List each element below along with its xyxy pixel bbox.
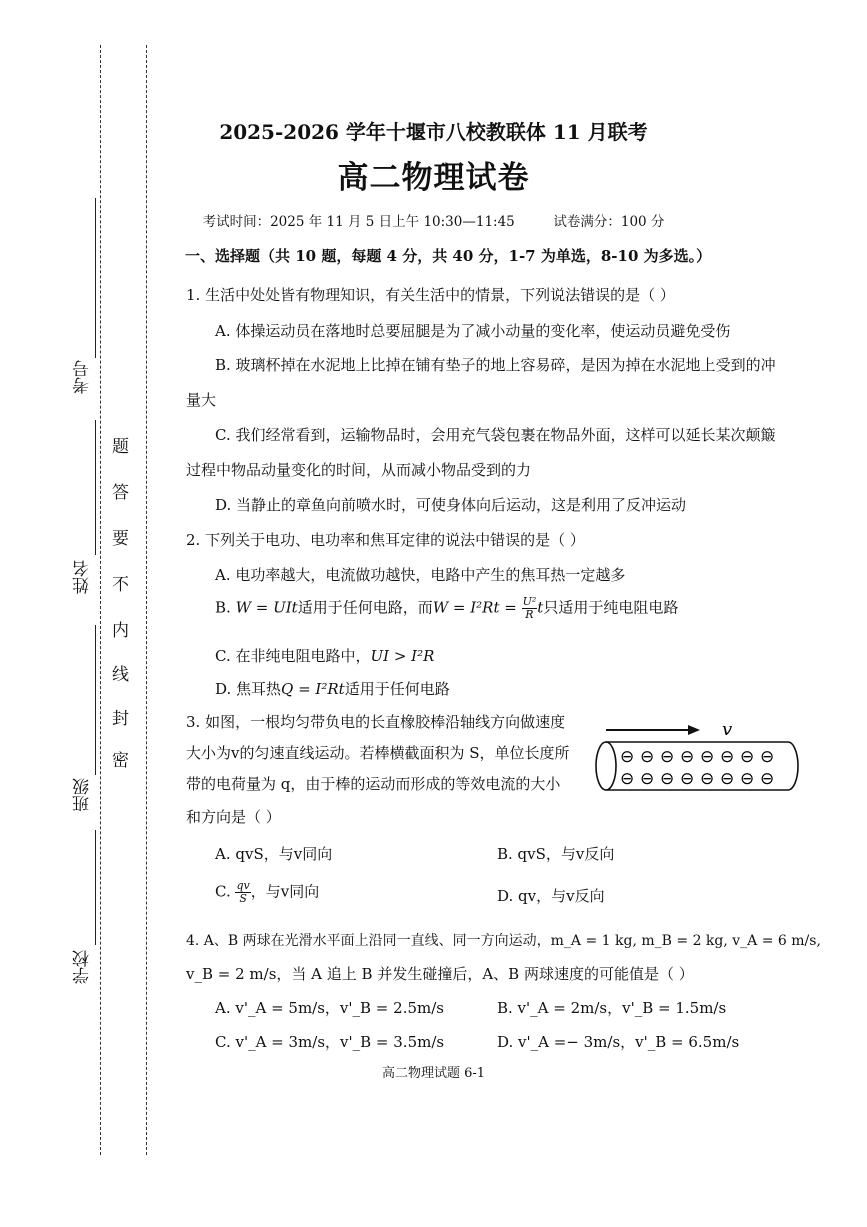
name-blank bbox=[95, 420, 96, 555]
seal-char: 密 bbox=[112, 751, 129, 771]
q4-option-d: D. v'_A =− 3m/s，v'_B = 6.5m/s bbox=[497, 1033, 740, 1051]
negative-charge-icon: ⊖ bbox=[620, 747, 635, 767]
q1-option-b: B. 玻璃杯掉在水泥地上比掉在铺有垫子的地上容易碎，是因为掉在水泥地上受到的冲 bbox=[215, 356, 776, 374]
negative-charge-icon: ⊖ bbox=[660, 747, 675, 767]
q2-option-d: D. 焦耳热Q = I²Rt适用于任何电路 bbox=[215, 680, 450, 698]
q2-option-c: C. 在非纯电阻电路中，UI > I²R bbox=[215, 647, 435, 665]
q1-option-c: C. 我们经常看到，运输物品时，会用充气袋包裹在物品外面，这样可以延长某次颠簸 bbox=[215, 426, 776, 444]
q3-option-c: C. $\frac{qv}{S}$ ，与v同向 bbox=[215, 879, 320, 905]
exam-time: 考试时间：2025 年 11 月 5 日上午 10:30—11:45 bbox=[202, 214, 515, 230]
q4-option-c: C. v'_A = 3m/s，v'_B = 3.5m/s bbox=[215, 1033, 445, 1051]
velocity-label: v bbox=[722, 719, 733, 740]
seal-char: 题 bbox=[112, 437, 129, 457]
seal-char: 不 bbox=[112, 575, 129, 595]
q4-option-b: B. v'_A = 2m/s，v'_B = 1.5m/s bbox=[497, 999, 727, 1017]
q1-option-b-cont: 量大 bbox=[186, 391, 217, 409]
exam-info bbox=[0, 210, 867, 230]
rod-end bbox=[596, 742, 616, 790]
q2-option-b: B. W = UIt适用于任何电路，而W = I²Rt = $\frac{\text{U²}}{R}$ t只适用于纯电阻电路 bbox=[215, 595, 679, 621]
q1-option-c-cont: 过程中物品动量变化的时间，从而减小物品受到的力 bbox=[186, 461, 532, 479]
formula: Q = I²Rt bbox=[281, 680, 345, 698]
negative-charge-icon: ⊖ bbox=[700, 769, 715, 789]
fraction: $\frac{\text{U²}}{R}$ bbox=[522, 595, 537, 621]
negative-charge-icon: ⊖ bbox=[760, 769, 775, 789]
q3-option-a: A. qvS，与v同向 bbox=[215, 845, 333, 863]
formula: UI > I²R bbox=[370, 647, 435, 665]
q3-stem-line1: 3. 如图，一根均匀带负电的长直橡胶棒沿轴线方向做速度 bbox=[186, 713, 566, 731]
negative-charge-icon: ⊖ bbox=[740, 769, 755, 789]
negative-charge-icon: ⊖ bbox=[700, 747, 715, 767]
negative-charge-icon: ⊖ bbox=[640, 747, 655, 767]
q4-stem-line1: 4. A、B 两球在光滑水平面上沿同一直线、同一方向运动，m_A = 1 kg, m_B = 2 kg, v_A = 6 m/s, bbox=[186, 933, 821, 949]
section-heading: 一、选择题（共 10 题，每题 4 分，共 40 分，1-7 为单选，8-10 为多选。） bbox=[185, 247, 712, 265]
seal-char: 答 bbox=[112, 483, 129, 503]
seal-char: 线 bbox=[112, 665, 129, 685]
charges-group bbox=[620, 747, 774, 789]
q3-stem-line3: 带的电荷量为 q，由于棒的运动而形成的等效电流的大小 bbox=[186, 775, 561, 793]
seal-char: 封 bbox=[112, 709, 129, 729]
q3-option-b: B. qvS，与v反向 bbox=[497, 845, 615, 863]
negative-charge-icon: ⊖ bbox=[720, 769, 735, 789]
exam-title: 2025-2026 学年十堰市八校教联体 11 月联考 bbox=[219, 120, 648, 144]
negative-charge-icon: ⊖ bbox=[620, 769, 635, 789]
school-label: 学校 bbox=[73, 950, 93, 984]
q1-stem: 1. 生活中处处皆有物理知识，有关生活中的情景，下列说法错误的是（ ） bbox=[186, 286, 675, 304]
page-footer: 高二物理试题 6-1 bbox=[381, 1066, 486, 1081]
q3-option-d: D. qv，与v反向 bbox=[497, 887, 605, 905]
charged-rod-figure bbox=[588, 712, 808, 794]
q2-stem: 2. 下列关于电功、电功率和焦耳定律的说法中错误的是（ ） bbox=[186, 531, 585, 549]
negative-charge-icon: ⊖ bbox=[680, 769, 695, 789]
class-label: 班级 bbox=[73, 778, 93, 812]
negative-charge-icon: ⊖ bbox=[640, 769, 655, 789]
negative-charge-icon: ⊖ bbox=[760, 747, 775, 767]
arrow-head-icon bbox=[688, 725, 700, 735]
seal-char: 内 bbox=[112, 621, 129, 641]
q1-option-a: A. 体操运动员在落地时总要屈腿是为了减小动量的变化率，使运动员避免受伤 bbox=[215, 322, 731, 340]
q2-option-a: A. 电功率越大，电流做功越快，电路中产生的焦耳热一定越多 bbox=[215, 566, 626, 584]
formula: W = I²Rt = bbox=[432, 598, 522, 617]
subject-title: 高二物理试卷 bbox=[337, 160, 530, 196]
school-blank bbox=[95, 830, 96, 945]
negative-charge-icon: ⊖ bbox=[660, 769, 675, 789]
negative-charge-icon: ⊖ bbox=[680, 747, 695, 767]
negative-charge-icon: ⊖ bbox=[720, 747, 735, 767]
exam-no-label: 考号 bbox=[73, 360, 93, 394]
class-blank bbox=[95, 625, 96, 775]
name-label: 姓名 bbox=[73, 560, 93, 594]
q4-stem-line2: v_B = 2 m/s，当 A 追上 B 并发生碰撞后，A、B 两球速度的可能值是（ ） bbox=[186, 965, 694, 983]
fraction: $\frac{qv}{S}$ bbox=[236, 879, 250, 905]
q3-stem-line4: 和方向是（ ） bbox=[186, 808, 281, 826]
seal-char: 要 bbox=[112, 529, 129, 549]
negative-charge-icon: ⊖ bbox=[740, 747, 755, 767]
full-score: 试卷满分：100 分 bbox=[553, 214, 665, 230]
q4-option-a: A. v'_A = 5m/s，v'_B = 2.5m/s bbox=[215, 999, 444, 1017]
formula: W = UIt bbox=[235, 598, 298, 617]
q1-option-d: D. 当静止的章鱼向前喷水时，可使身体向后运动，这是利用了反冲运动 bbox=[215, 496, 687, 514]
q3-stem-line2: 大小为v的匀速直线运动。若棒横截面积为 S，单位长度所 bbox=[186, 744, 570, 762]
